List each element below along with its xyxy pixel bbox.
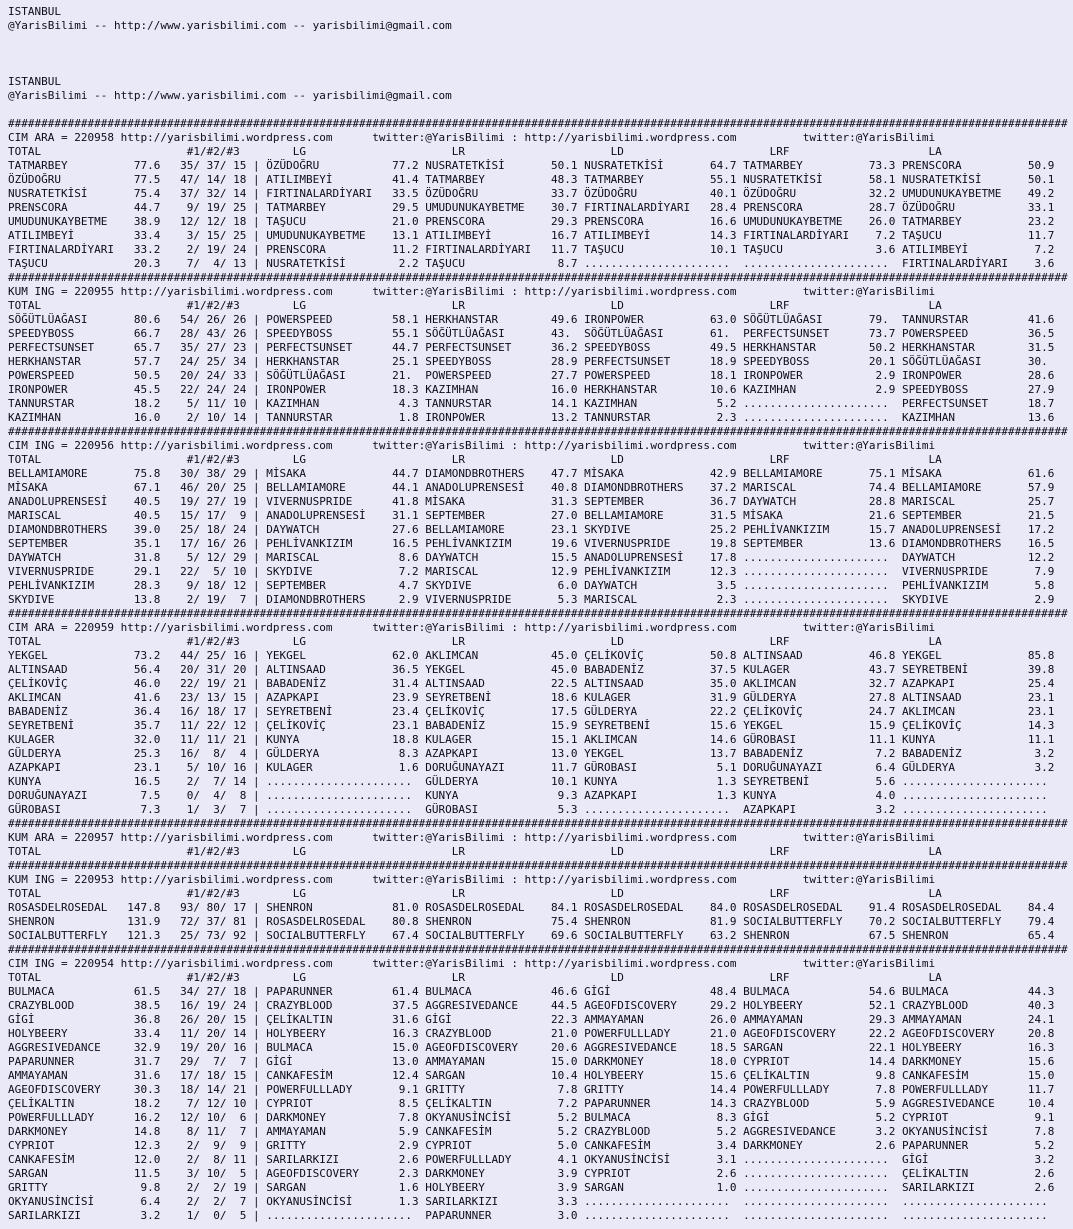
table-row: SÖĞÜTLÜAĞASI 80.6 54/ 26/ 26 | POWERSPEED 58.1 HERKHANSTAR 49.6 IRONPOWER 63.0 SÖĞÜTLÜAĞASI 79. TANNURSTAR 41.6 <box>8 313 1055 326</box>
column-header: TOTAL #1/#2/#3 LG LR LD LRF LA <box>8 453 942 466</box>
table-row: GÜLDERYA 25.3 16/ 8/ 4 | GÜLDERYA 8.3 AZAPKAPI 13.0 YEKGEL 13.7 BABADENİZ 7.2 BABADENİZ 3.2 <box>8 747 1055 760</box>
table-row: HERKHANSTAR 57.7 24/ 25/ 34 | HERKHANSTAR 25.1 SPEEDYBOSS 28.9 PERFECTSUNSET 18.9 SPEEDYBOSS 20.1 SÖĞÜTLÜAĞASI 30. <box>8 355 1055 368</box>
table-row: AZAPKAPI 23.1 5/ 10/ 16 | KULAGER 1.6 DORUĞUNAYAZI 11.7 GÜROBASI 5.1 DORUĞUNAYAZI 6.4 GÜLDERYA 3.2 <box>8 761 1055 774</box>
race-section-220956 <box>8 425 1073 607</box>
table-row: SPEEDYBOSS 66.7 28/ 43/ 26 | SPEEDYBOSS 55.1 SÖĞÜTLÜAĞASI 43. SÖĞÜTLÜAĞASI 61. PERFECTSUNSET 73.7 POWERSPEED 36.5 <box>8 327 1055 340</box>
blank-line <box>8 47 1073 61</box>
table-row: NUSRATETKİSİ 75.4 37/ 32/ 14 | FIRTINALARDİYARI 33.5 ÖZÜDOĞRU 33.7 ÖZÜDOĞRU 40.1 ÖZÜDOĞRU 32.2 UMUDUNUKAYBETME 49.2 <box>8 187 1055 200</box>
section-title: KUM ARA = 220957 http://yarisbilimi.wordpress.com twitter:@YarisBilimi : http://yarisbilimi.wordpress.com twitter:@YarisBilimi <box>8 831 936 844</box>
table-row: AMMAYAMAN 31.6 17/ 18/ 15 | CANKAFESİM 12.4 SARGAN 10.4 HOLYBEERY 15.6 ÇELİKALTIN 9.8 CANKAFESİM 15.0 <box>8 1069 1055 1082</box>
table-row: SEYRETBENİ 35.7 11/ 22/ 12 | ÇELİKOVİÇ 23.1 BABADENİZ 15.9 SEYRETBENİ 15.6 YEKGEL 15.9 ÇELİKOVİÇ 14.3 <box>8 719 1055 732</box>
separator-line: ################################################################################################################################################################ <box>8 943 1068 956</box>
table-row: ATILIMBEYİ 33.4 3/ 15/ 25 | UMUDUNUKAYBETME 13.1 ATILIMBEYİ 16.7 ATILIMBEYİ 14.3 FIRTINALARDİYARI 7.2 TAŞUCU 11.7 <box>8 229 1055 242</box>
table-row: BELLAMIAMORE 75.8 30/ 38/ 29 | MİSAKA 44.7 DIAMONDBROTHERS 47.7 MİSAKA 42.9 BELLAMIAMORE 75.1 MİSAKA 61.6 <box>8 467 1055 480</box>
section-title: KUM ING = 220953 http://yarisbilimi.wordpress.com twitter:@YarisBilimi : http://yarisbilimi.wordpress.com twitter:@YarisBilimi <box>8 873 936 886</box>
table-row: SARILARKIZI 3.2 1/ 0/ 5 | ...................... PAPARUNNER 3.0 ...................... ...................... ...................... <box>8 1209 1055 1222</box>
table-row: CRAZYBLOOD 38.5 16/ 19/ 24 | CRAZYBLOOD 37.5 AGGRESIVEDANCE 44.5 AGEOFDISCOVERY 29.2 HOLYBEERY 52.1 CRAZYBLOOD 40.3 <box>8 999 1055 1012</box>
race-section-220957 <box>8 817 1073 859</box>
race-section-220955 <box>8 271 1073 425</box>
table-row: DAYWATCH 31.8 5/ 12/ 29 | MARISCAL 8.6 DAYWATCH 15.5 ANADOLUPRENSESİ 17.8 ...................... DAYWATCH 12.2 <box>8 551 1055 564</box>
section-title: CIM ARA = 220959 http://yarisbilimi.wordpress.com twitter:@YarisBilimi : http://yarisbilimi.wordpress.com twitter:@YarisBilimi <box>8 621 936 634</box>
table-row: BULMACA 61.5 34/ 27/ 18 | PAPARUNNER 61.4 BULMACA 46.6 GİGİ 48.4 BULMACA 54.6 BULMACA 44.3 <box>8 985 1055 998</box>
blank-line <box>8 61 1073 75</box>
separator-line: ################################################################################################################################################################ <box>8 271 1068 284</box>
separator-line: ################################################################################################################################################################ <box>8 607 1068 620</box>
table-row: SOCIALBUTTERFLY 121.3 25/ 73/ 92 | SOCIALBUTTERFLY 67.4 SOCIALBUTTERFLY 69.6 SOCIALBUTTERFLY 63.2 SHENRON 67.5 SHENRON 65.4 <box>8 929 1055 942</box>
column-header: TOTAL #1/#2/#3 LG LR LD LRF LA <box>8 635 942 648</box>
table-row: CYPRIOT 12.3 2/ 9/ 9 | GRITTY 2.9 CYPRIOT 5.0 CANKAFESİM 3.4 DARKMONEY 2.6 PAPARUNNER 5.2 <box>8 1139 1055 1152</box>
table-row: AGGRESIVEDANCE 32.9 19/ 20/ 16 | BULMACA 15.0 AGEOFDISCOVERY 20.6 AGGRESIVEDANCE 18.5 SARGAN 22.1 HOLYBEERY 16.3 <box>8 1041 1055 1054</box>
table-row: IRONPOWER 45.5 22/ 24/ 24 | IRONPOWER 18.3 KAZIMHAN 16.0 HERKHANSTAR 10.6 KAZIMHAN 2.9 SPEEDYBOSS 27.9 <box>8 383 1055 396</box>
table-row: YEKGEL 73.2 44/ 25/ 16 | YEKGEL 62.0 AKLIMCAN 45.0 ÇELİKOVİÇ 50.8 ALTINSAAD 46.8 YEKGEL 85.8 <box>8 649 1055 662</box>
table-row: ÇELİKALTIN 18.2 7/ 12/ 10 | CYPRIOT 8.5 ÇELİKALTIN 7.2 PAPARUNNER 14.3 CRAZYBLOOD 5.9 AGGRESIVEDANCE 10.4 <box>8 1097 1055 1110</box>
table-row: SEPTEMBER 35.1 17/ 16/ 26 | PEHLİVANKIZIM 16.5 PEHLİVANKIZIM 19.6 VIVERNUSPRIDE 19.8 SEPTEMBER 13.6 DIAMONDBROTHERS 16.5 <box>8 537 1055 550</box>
table-row: HOLYBEERY 33.4 11/ 20/ 14 | HOLYBEERY 16.3 CRAZYBLOOD 21.0 POWERFULLLADY 21.0 AGEOFDISCOVERY 22.2 AGEOFDISCOVERY 20.8 <box>8 1027 1055 1040</box>
section-title: CIM ING = 220954 http://yarisbilimi.wordpress.com twitter:@YarisBilimi : http://yarisbilimi.wordpress.com twitter:@YarisBilimi <box>8 957 936 970</box>
table-row: SKYDIVE 13.8 2/ 19/ 7 | DIAMONDBROTHERS 2.9 VIVERNUSPRIDE 5.3 MARISCAL 2.3 ...................... SKYDIVE 2.9 <box>8 593 1055 606</box>
race-section-220959 <box>8 607 1073 817</box>
table-row: TATMARBEY 77.6 35/ 37/ 15 | ÖZÜDOĞRU 77.2 NUSRATETKİSİ 50.1 NUSRATETKİSİ 64.7 TATMARBEY 73.3 PRENSCORA 50.9 <box>8 159 1055 172</box>
table-row: GÜROBASI 7.3 1/ 3/ 7 | ...................... GÜROBASI 5.3 ...................... AZAPKAPI 3.2 ...................... <box>8 803 1055 816</box>
table-row: DARKMONEY 14.8 8/ 11/ 7 | AMMAYAMAN 5.9 CANKAFESİM 5.2 CRAZYBLOOD 5.2 AGGRESIVEDANCE 3.2 OKYANUSİNCİSİ 7.8 <box>8 1125 1055 1138</box>
table-row: AGEOFDISCOVERY 30.3 18/ 14/ 21 | POWERFULLLADY 9.1 GRITTY 7.8 GRITTY 14.4 POWERFULLLADY 7.8 POWERFULLLADY 11.7 <box>8 1083 1055 1096</box>
table-row: ÖZÜDOĞRU 77.5 47/ 14/ 18 | ATILIMBEYİ 41.4 TATMARBEY 48.3 TATMARBEY 55.1 NUSRATETKİSİ 58.1 NUSRATETKİSİ 50.1 <box>8 173 1055 186</box>
separator-line: ################################################################################################################################################################ <box>8 817 1068 830</box>
column-header: TOTAL #1/#2/#3 LG LR LD LRF LA <box>8 971 942 984</box>
table-row: MARISCAL 40.5 15/ 17/ 9 | ANADOLUPRENSESİ 31.1 SEPTEMBER 27.0 BELLAMIAMORE 31.5 MİSAKA 21.6 SEPTEMBER 21.5 <box>8 509 1055 522</box>
separator-line: ################################################################################################################################################################ <box>8 117 1068 130</box>
column-header: TOTAL #1/#2/#3 LG LR LD LRF LA <box>8 145 942 158</box>
table-row: BABADENİZ 36.4 16/ 18/ 17 | SEYRETBENİ 23.4 ÇELİKOVİÇ 17.5 GÜLDERYA 22.2 ÇELİKOVİÇ 24.7 AKLIMCAN 23.1 <box>8 705 1055 718</box>
blank-line <box>8 103 1073 117</box>
report-header-block-2 <box>8 75 1073 103</box>
table-row: POWERFULLLADY 16.2 12/ 10/ 6 | DARKMONEY 7.8 OKYANUSİNCİSİ 5.2 BULMACA 8.3 GİGİ 5.2 CYPRIOT 9.1 <box>8 1111 1055 1124</box>
column-header: TOTAL #1/#2/#3 LG LR LD LRF LA <box>8 299 942 312</box>
table-row: PERFECTSUNSET 65.7 35/ 27/ 23 | PERFECTSUNSET 44.7 PERFECTSUNSET 36.2 SPEEDYBOSS 49.5 HERKHANSTAR 50.2 HERKHANSTAR 31.5 <box>8 341 1055 354</box>
byline: @YarisBilimi -- http://www.yarisbilimi.com -- yarisbilimi@gmail.com <box>8 19 452 32</box>
column-header: TOTAL #1/#2/#3 LG LR LD LRF LA <box>8 887 942 900</box>
table-row: SHENRON 131.9 72/ 37/ 81 | ROSASDELROSEDAL 80.8 SHENRON 75.4 SHENRON 81.9 SOCIALBUTTERFLY 70.2 SOCIALBUTTERFLY 79.4 <box>8 915 1055 928</box>
table-row: DIAMONDBROTHERS 39.0 25/ 18/ 24 | DAYWATCH 27.6 BELLAMIAMORE 23.1 SKYDIVE 25.2 PEHLİVANKIZIM 15.7 ANADOLUPRENSESİ 17.2 <box>8 523 1055 536</box>
table-row: ALTINSAAD 56.4 20/ 31/ 20 | ALTINSAAD 36.5 YEKGEL 45.0 BABADENİZ 37.5 KULAGER 43.7 SEYRETBENİ 39.8 <box>8 663 1055 676</box>
race-sections <box>8 117 1073 1223</box>
table-row: KULAGER 32.0 11/ 11/ 21 | KUNYA 18.8 KULAGER 15.1 AKLIMCAN 14.6 GÜROBASI 11.1 KUNYA 11.1 <box>8 733 1055 746</box>
table-row: ÇELİKOVİÇ 46.0 22/ 19/ 21 | BABADENİZ 31.4 ALTINSAAD 22.5 ALTINSAAD 35.0 AKLIMCAN 32.7 AZAPKAPI 25.4 <box>8 677 1055 690</box>
separator-line: ################################################################################################################################################################ <box>8 859 1068 872</box>
separator-line: ################################################################################################################################################################ <box>8 425 1068 438</box>
table-row: PAPARUNNER 31.7 29/ 7/ 7 | GİGİ 13.0 AMMAYAMAN 15.0 DARKMONEY 18.0 CYPRIOT 14.4 DARKMONEY 15.6 <box>8 1055 1055 1068</box>
section-title: KUM ING = 220955 http://yarisbilimi.wordpress.com twitter:@YarisBilimi : http://yarisbilimi.wordpress.com twitter:@YarisBilimi <box>8 285 936 298</box>
table-row: DORUĞUNAYAZI 7.5 0/ 4/ 8 | ...................... KUNYA 9.3 AZAPKAPI 1.3 KUNYA 4.0 ...................... <box>8 789 1055 802</box>
table-row: ROSASDELROSEDAL 147.8 93/ 80/ 17 | SHENRON 81.0 ROSASDELROSEDAL 84.1 ROSASDELROSEDAL 84.0 ROSASDELROSEDAL 91.4 ROSASDELROSEDAL 84.4 <box>8 901 1055 914</box>
race-section-220958 <box>8 117 1073 271</box>
table-row: POWERSPEED 50.5 20/ 24/ 33 | SÖĞÜTLÜAĞASI 21. POWERSPEED 27.7 POWERSPEED 18.1 IRONPOWER 2.9 IRONPOWER 28.6 <box>8 369 1055 382</box>
report-header-block-1 <box>8 5 1073 33</box>
section-title: CIM ING = 220956 http://yarisbilimi.wordpress.com twitter:@YarisBilimi : http://yarisbilimi.wordpress.com twitter:@YarisBilimi <box>8 439 936 452</box>
table-row: OKYANUSİNCİSİ 6.4 2/ 2/ 7 | OKYANUSİNCİSİ 1.3 SARILARKIZI 3.3 ...................... ...................... ...................... <box>8 1195 1055 1208</box>
table-row: AKLIMCAN 41.6 23/ 13/ 15 | AZAPKAPI 23.9 SEYRETBENİ 18.6 KULAGER 31.9 GÜLDERYA 27.8 ALTINSAAD 23.1 <box>8 691 1055 704</box>
table-row: KUNYA 16.5 2/ 7/ 14 | ...................... GÜLDERYA 10.1 KUNYA 1.3 SEYRETBENİ 5.6 ...................... <box>8 775 1055 788</box>
location-title: ISTANBUL <box>8 5 61 18</box>
location-title: ISTANBUL <box>8 75 61 88</box>
race-section-220954 <box>8 943 1073 1223</box>
table-row: KAZIMHAN 16.0 2/ 10/ 14 | TANNURSTAR 1.8 IRONPOWER 13.2 TANNURSTAR 2.3 ...................... KAZIMHAN 13.6 <box>8 411 1055 424</box>
byline: @YarisBilimi -- http://www.yarisbilimi.com -- yarisbilimi@gmail.com <box>8 89 452 102</box>
table-row: UMUDUNUKAYBETME 38.9 12/ 12/ 18 | TAŞUCU 21.0 PRENSCORA 29.3 PRENSCORA 16.6 UMUDUNUKAYBETME 26.0 TATMARBEY 23.2 <box>8 215 1055 228</box>
table-row: PEHLİVANKIZIM 28.3 9/ 18/ 12 | SEPTEMBER 4.7 SKYDIVE 6.0 DAYWATCH 3.5 ...................... PEHLİVANKIZIM 5.8 <box>8 579 1055 592</box>
table-row: SARGAN 11.5 3/ 10/ 5 | AGEOFDISCOVERY 2.3 DARKMONEY 3.9 CYPRIOT 2.6 ...................... ÇELİKALTIN 2.6 <box>8 1167 1055 1180</box>
table-row: PRENSCORA 44.7 9/ 19/ 25 | TATMARBEY 29.5 UMUDUNUKAYBETME 30.7 FIRTINALARDİYARI 28.4 PRENSCORA 28.7 ÖZÜDOĞRU 33.1 <box>8 201 1055 214</box>
table-row: ANADOLUPRENSESİ 40.5 19/ 27/ 19 | VIVERNUSPRIDE 41.8 MİSAKA 31.3 SEPTEMBER 36.7 DAYWATCH 28.8 MARISCAL 25.7 <box>8 495 1055 508</box>
table-row: TAŞUCU 20.3 7/ 4/ 13 | NUSRATETKİSİ 2.2 TAŞUCU 8.7 ...................... ...................... FIRTINALARDİYARI 3.6 <box>8 257 1055 270</box>
section-title: CIM ARA = 220958 http://yarisbilimi.wordpress.com twitter:@YarisBilimi : http://yarisbilimi.wordpress.com twitter:@YarisBilimi <box>8 131 936 144</box>
table-row: FIRTINALARDİYARI 33.2 2/ 19/ 24 | PRENSCORA 11.2 FIRTINALARDİYARI 11.7 TAŞUCU 10.1 TAŞUCU 3.6 ATILIMBEYİ 7.2 <box>8 243 1055 256</box>
table-row: TANNURSTAR 18.2 5/ 11/ 10 | KAZIMHAN 4.3 TANNURSTAR 14.1 KAZIMHAN 5.2 ...................... PERFECTSUNSET 18.7 <box>8 397 1055 410</box>
table-row: VIVERNUSPRIDE 29.1 22/ 5/ 10 | SKYDIVE 7.2 MARISCAL 12.9 PEHLİVANKIZIM 12.3 ...................... VIVERNUSPRIDE 7.9 <box>8 565 1055 578</box>
column-header: TOTAL #1/#2/#3 LG LR LD LRF LA <box>8 845 942 858</box>
table-row: MİSAKA 67.1 46/ 20/ 25 | BELLAMIAMORE 44.1 ANADOLUPRENSESİ 40.8 DIAMONDBROTHERS 37.2 MARISCAL 74.4 BELLAMIAMORE 57.9 <box>8 481 1055 494</box>
table-row: GİGİ 36.8 26/ 20/ 15 | ÇELİKALTIN 31.6 GİGİ 22.3 AMMAYAMAN 26.0 AMMAYAMAN 29.3 AMMAYAMAN 24.1 <box>8 1013 1055 1026</box>
table-row: CANKAFESİM 12.0 2/ 8/ 11 | SARILARKIZI 2.6 POWERFULLLADY 4.1 OKYANUSİNCİSİ 3.1 ...................... GİGİ 3.2 <box>8 1153 1055 1166</box>
blank-line <box>8 33 1073 47</box>
table-row: GRITTY 9.8 2/ 2/ 19 | SARGAN 1.6 HOLYBEERY 3.9 SARGAN 1.0 ...................... SARILARKIZI 2.6 <box>8 1181 1055 1194</box>
race-section-220953 <box>8 859 1073 943</box>
